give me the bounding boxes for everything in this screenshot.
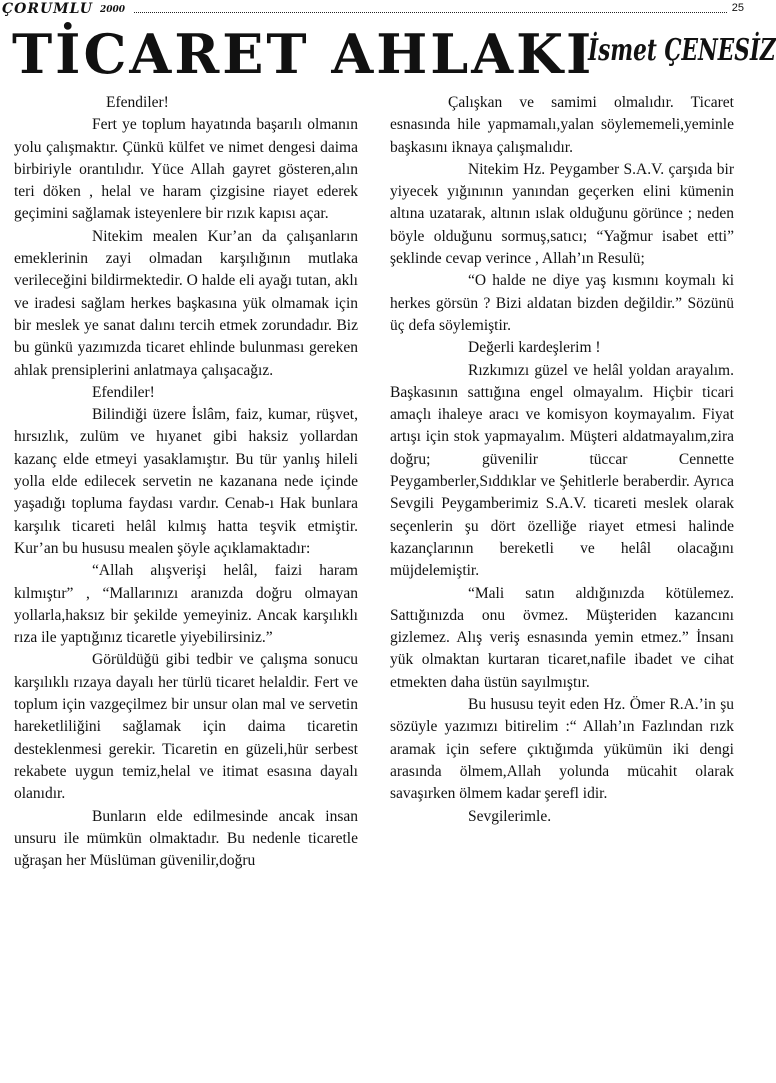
paragraph: Sevgilerimle. — [468, 807, 552, 825]
paragraph: Rızkımızı güzel ve helâl yoldan arayalım. Başkasının sattığına engel olmayalım. Hiçbir ticari amaçlı ihaleye aracı ve komisyon koymayalım. Fiyat artışı için stok yapmayalım. Müşteri aldatmayalım,zira doğru; güvenilir tüccar Cennette Peygamberler,Sıddıklar ve Şehitlerle beraberdir. Ayrıca Sevgili Peygamberimiz S.A.V. ticareti meslek olarak seçenlerin şu dört özelliğe riayet etmesi halinde kazançlarının bereketli ve helâl olacağını müjdelemiştir. — [390, 361, 734, 580]
paragraph: Efendiler! — [92, 383, 155, 401]
article-title: TİCARET AHLAKI — [12, 22, 595, 86]
dotted-leader-line — [134, 12, 727, 13]
paragraph: “Mali satın aldığınızda kötülemez. Sattığınızda onu övmez. Müşteriden kazancını gizlemez. Alış veriş esnasında yemin etmez.” İnsanı yük olmaktan kurtaran ticaret,nafile ibadet ve cihat etmekten daha üstün sayılmıştır. — [390, 584, 734, 691]
paragraph: Bu hususu teyit eden Hz. Ömer R.A.’in şu sözüyle yazımızı bitirelim :“ Allah’ın Fazlından rızk aramak için sefere çıktığımda yükümün iki dengi arasında ölmem,Allah yolunda mücahit olarak savaşırken ölmem kadar şerefl idir. — [390, 696, 734, 803]
paragraph: Efendiler! — [106, 94, 169, 111]
paragraph: Değerli kardeşlerim ! — [468, 339, 601, 357]
paragraph: Nitekim Hz. Peygamber S.A.V. çarşıda bir yiyecek yığınının yanından geçerken elini kümenin altına uzatarak, altının ıslak olduğunu görünce ; neden böyle olduğunu sormuş,satıcı; “Yağmur isabet etti” şeklinde cevap verince , Allah’ın Resulü; — [390, 160, 734, 268]
paragraph: “Allah alışverişi helâl, faizi haram kılmıştır” , “Mallarınızı aranızda doğru olmayan yollarla,haksız bir şekilde yemeyiniz. Ancak karşılıklı rıza ile yaptığınız ticaretle yiyebilirsiniz.” — [14, 562, 358, 647]
left-column — [14, 92, 358, 872]
paragraph: Görüldüğü gibi tedbir ve çalışma sonucu karşılıklı rızaya dayalı her türlü ticaret helaldir. Fert ve toplum için vazgeçilmez bir unsur olan mal ve servetin hareketliliğini sağlamak için daima ticaretin desteklenmesi gerekir. Ticaretin en güzeli,hür serbest rekabete uygun temiz,helal ve itimat esasına dayalı olanıdır. — [14, 651, 358, 803]
right-column — [390, 92, 734, 828]
paragraph: Fert ye toplum hayatında başarılı olmanın yolu çalışmaktır. Çünkü külfet ve nimet dengesi daima birbiriyle orantılıdır. Yüce Allah gayret gösteren,alın teri döken , helal ve haram çizgisine riayet ederek geçimini sağlamak isteyenlere bir rızık kapısı açar. — [14, 116, 358, 223]
magazine-year: 2000 — [100, 5, 126, 15]
paragraph: Çalışkan ve samimi olmalıdır. Ticaret esnasında hile yapmamalı,yalan söylememeli,yeminle başkasını iknaya çalışmalıdır. — [390, 94, 734, 156]
paragraph: “O halde ne diye yaş kısmını koymalı ki herkes görsün ? Bizi aldatan bizden değildir.” Sözünü üç defa söylemiştir. — [390, 272, 734, 334]
article-author: İsmet ÇENESİZ — [588, 33, 776, 68]
magazine-name: ÇORUMLU — [2, 1, 93, 17]
page-number: 25 — [731, 2, 744, 14]
paragraph: Nitekim mealen Kur’an da çalışanların emeklerinin zayi olmadan karşılığının mutlaka verileceğini bildirmektedir. O halde eli ayağı tutan, aklı ve iradesi sağlam herkes başkasına yük olmamak için bir meslek ye sanat dalını tercih etmek zorundadır. Biz bu günkü yazımızda ticaret ehlinde bulunması gereken ahlak prensiplerini anlatmaya çalışacağız. — [14, 227, 358, 379]
paragraph: Bunların elde edilmesinde ancak insan unsuru ile mümkün olmaktadır. Bu nedenle ticaretle uğraşan her Müslüman güvenilir,doğru — [14, 807, 358, 870]
paragraph: Bilindiği üzere İslâm, faiz, kumar, rüşvet, hırsızlık, zulüm ve hıyanet gibi haksiz yollardan kazanç elde etmeyi yasaklamıştır. Bu tür yanlış hileli yolla elde edilecek servetin ne kazanana nede içinde yaşadığı topluma faydası vardır. Cenab-ı Hak bunlara karşılık ticareti helâl kılmış hatta teşvik etmiştir. Kur’an bu hususu mealen şöyle açıklamaktadır: — [14, 406, 358, 557]
page-header — [0, 0, 747, 22]
